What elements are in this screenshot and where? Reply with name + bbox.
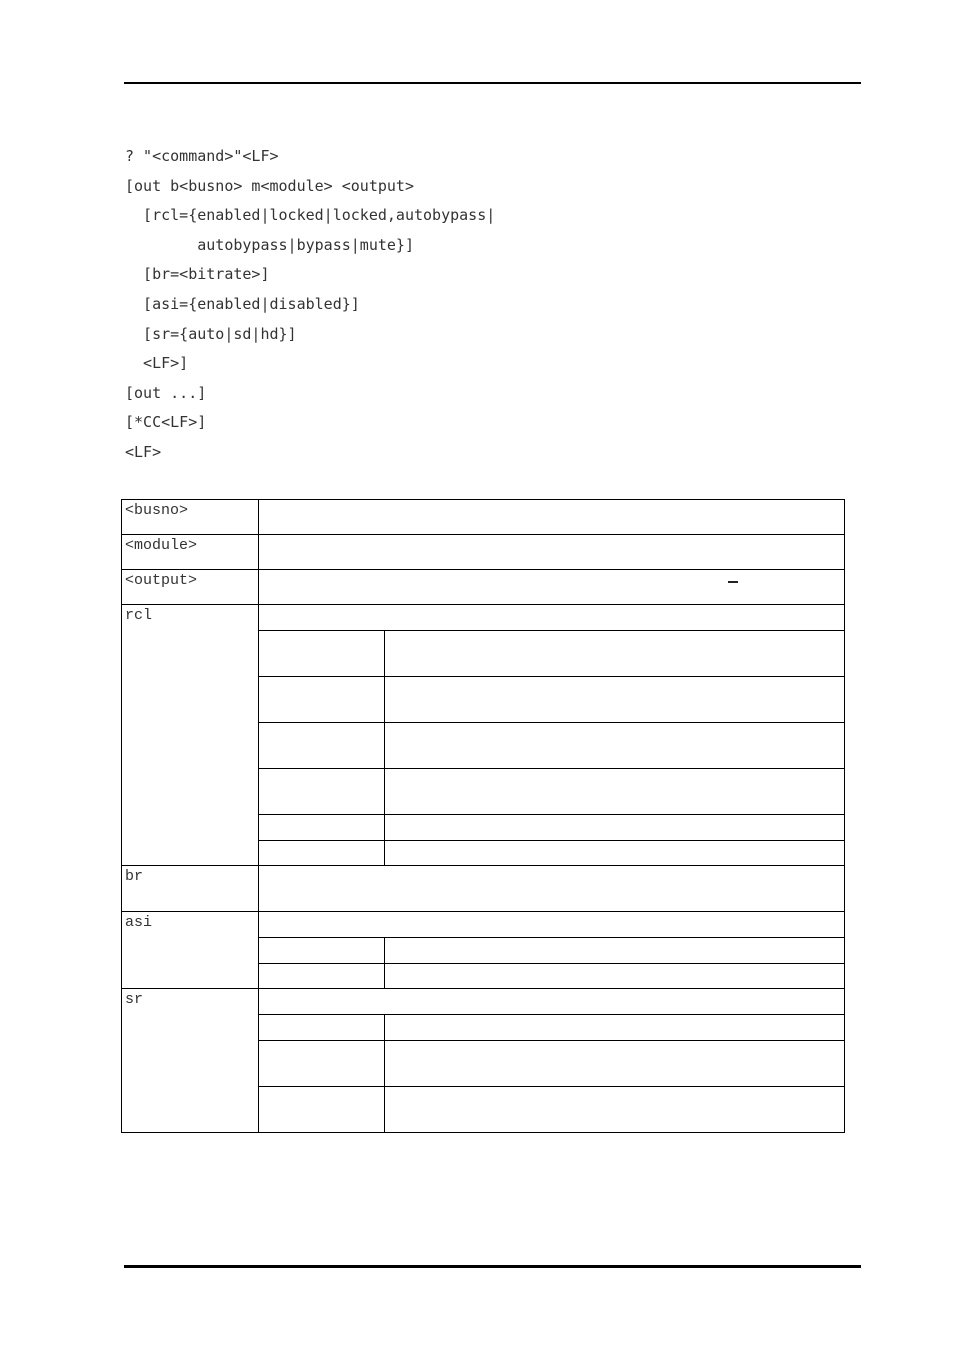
- param-name-busno: <busno>: [122, 500, 259, 535]
- table-row: [122, 866, 845, 912]
- table-row: [122, 570, 845, 605]
- table-row: [122, 500, 845, 535]
- param-description: [258, 500, 844, 535]
- value-description: [384, 841, 844, 866]
- value-description: [384, 723, 844, 769]
- param-description: [258, 570, 844, 605]
- syntax-line: [br=<bitrate>]: [125, 265, 270, 284]
- syntax-line: [rcl={enabled|locked|locked,autobypass|: [125, 206, 496, 225]
- param-description: [258, 535, 844, 570]
- syntax-line: <LF>]: [125, 354, 189, 373]
- value-description: [384, 769, 844, 815]
- param-description: [258, 605, 844, 631]
- table-row: [122, 989, 845, 1015]
- param-description: [258, 989, 844, 1015]
- table-row: [122, 535, 845, 570]
- value-cell: [258, 964, 384, 989]
- param-name-asi: asi: [122, 912, 259, 989]
- param-name-br: br: [122, 866, 259, 912]
- syntax-line: ? "<command>"<LF>: [125, 147, 279, 165]
- value-cell: [258, 723, 384, 769]
- table-row: [122, 605, 845, 631]
- value-description: [384, 1041, 844, 1087]
- table-row: [122, 912, 845, 938]
- value-cell: [258, 769, 384, 815]
- output-description-dash: [728, 581, 738, 583]
- value-cell: [258, 1015, 384, 1041]
- value-cell: [258, 631, 384, 677]
- value-cell: [258, 1041, 384, 1087]
- value-description: [384, 815, 844, 841]
- param-name-rcl: rcl: [122, 605, 259, 866]
- header-rule: [124, 82, 861, 84]
- param-description: [258, 912, 844, 938]
- value-description: [384, 677, 844, 723]
- value-cell: [258, 841, 384, 866]
- value-description: [384, 631, 844, 677]
- value-description: [384, 1087, 844, 1133]
- value-description: [384, 938, 844, 964]
- syntax-line: [*CC<LF>]: [125, 413, 207, 432]
- syntax-line: <LF>: [125, 442, 162, 461]
- value-cell: [258, 677, 384, 723]
- param-name-module: <module>: [122, 535, 259, 570]
- footer-rule: [124, 1265, 861, 1268]
- syntax-line: [asi={enabled|disabled}]: [125, 294, 360, 313]
- value-cell: [258, 938, 384, 964]
- value-cell: [258, 1087, 384, 1133]
- value-description: [384, 964, 844, 989]
- syntax-line: [out b<busno> m<module> <output>: [125, 176, 414, 195]
- command-syntax-block: [125, 142, 495, 468]
- parameter-table: [121, 499, 845, 1133]
- param-description: [258, 866, 844, 912]
- value-description: [384, 1015, 844, 1041]
- param-name-output: <output>: [122, 570, 259, 605]
- syntax-line: [out ...]: [125, 383, 207, 402]
- value-cell: [258, 815, 384, 841]
- syntax-line: [sr={auto|sd|hd}]: [125, 324, 297, 343]
- syntax-line: autobypass|bypass|mute}]: [125, 235, 414, 254]
- param-name-sr: sr: [122, 989, 259, 1133]
